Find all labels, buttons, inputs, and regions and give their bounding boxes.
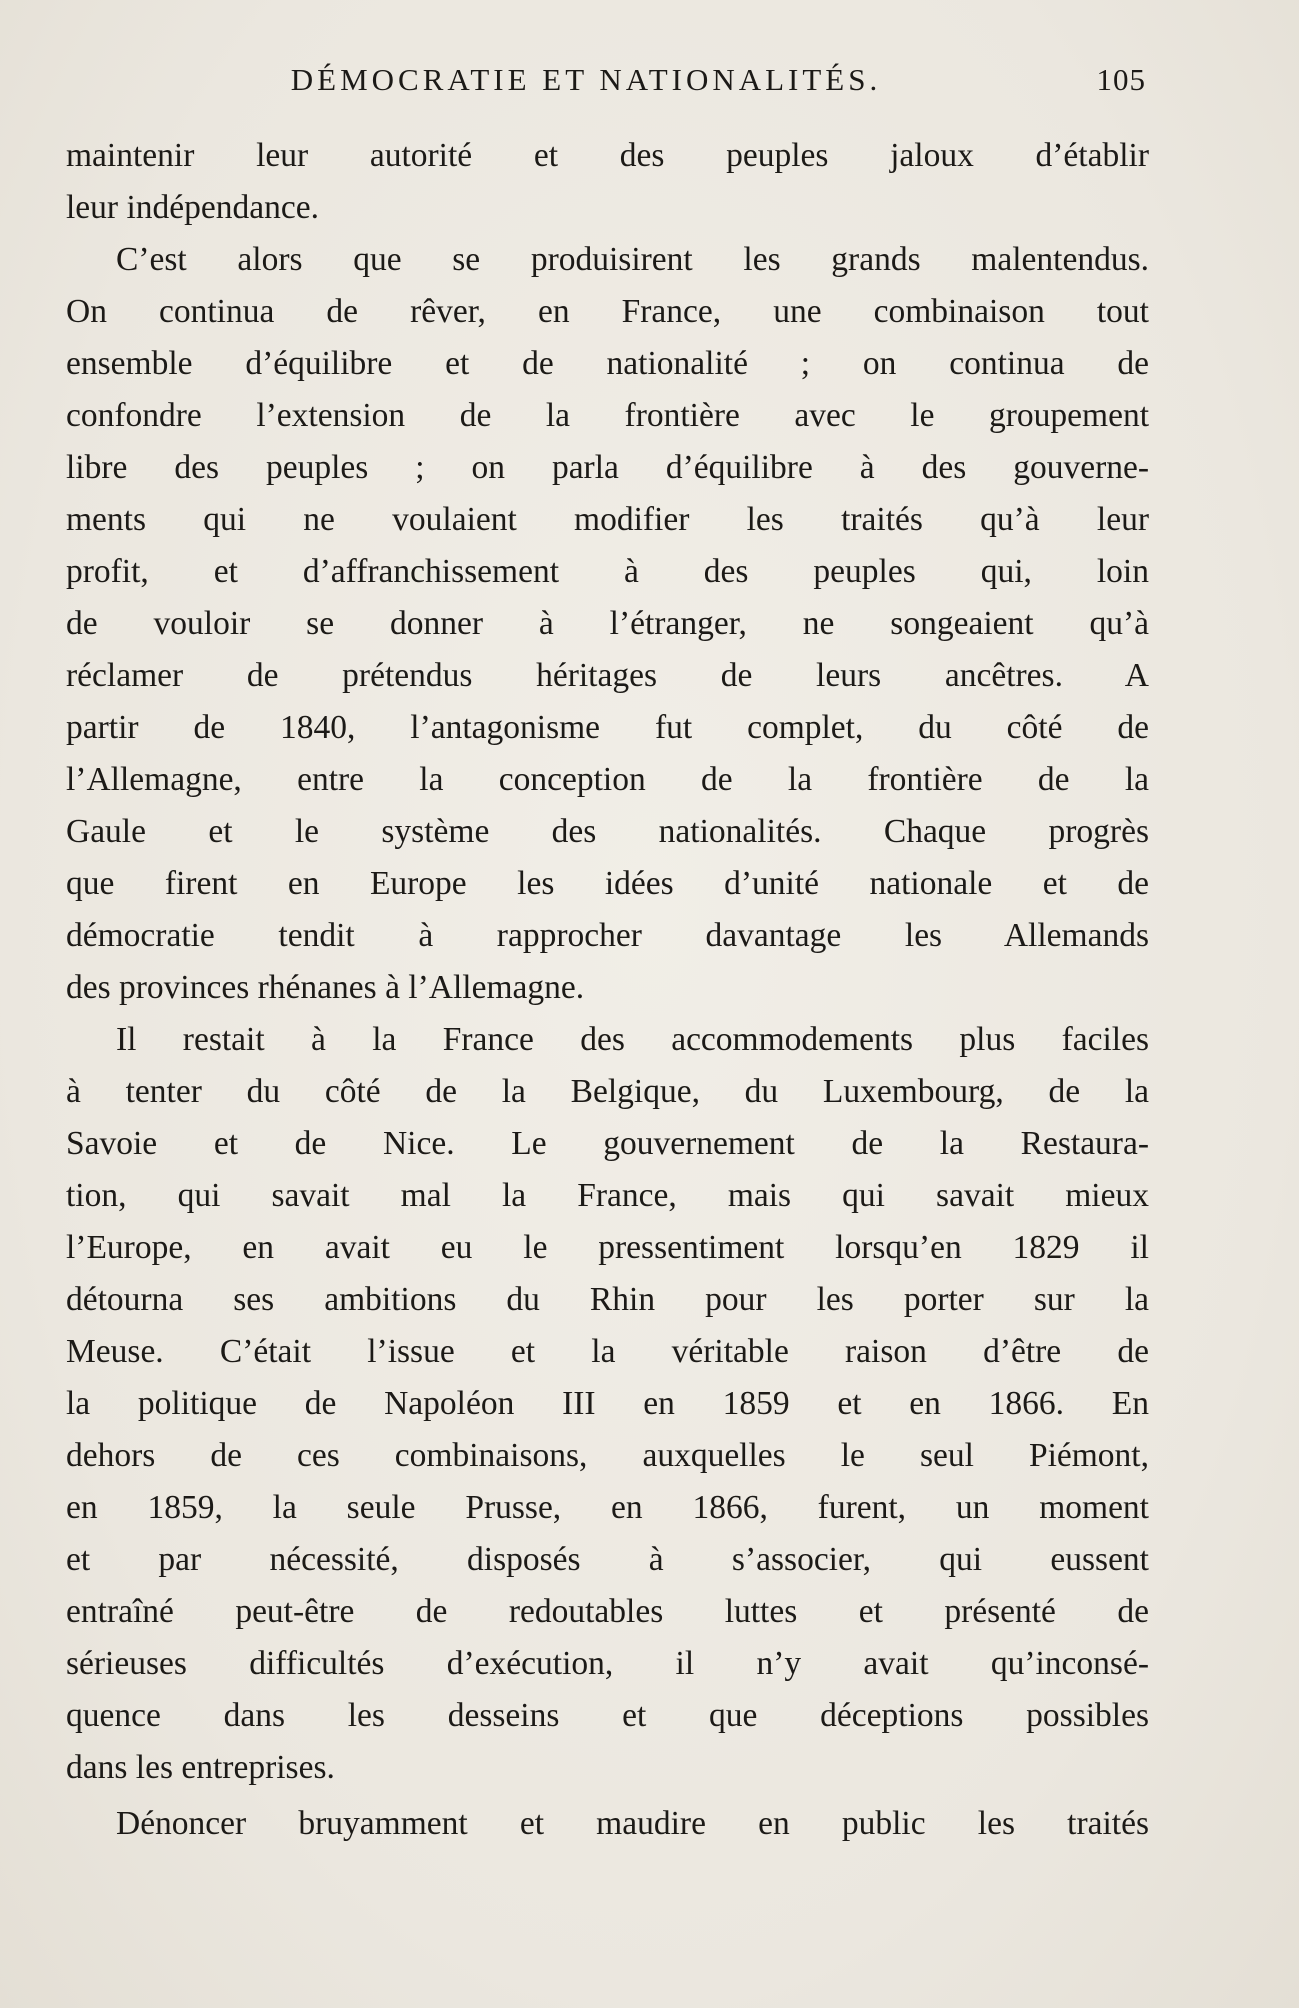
text-line: l’Allemagne, entre la conception de la frontière de la xyxy=(66,761,1149,798)
page-number: 105 xyxy=(1096,62,1146,97)
text-line: confondre l’extension de la frontière avec le groupement xyxy=(66,397,1149,434)
text-line: démocratie tendit à rapprocher davantage les Allemands xyxy=(66,917,1149,954)
text-line: maintenir leur autorité et des peuples jaloux d’établir xyxy=(66,137,1149,174)
text-line: profit, et d’affranchissement à des peuples qui, loin xyxy=(66,553,1149,590)
text-line: Savoie et de Nice. Le gouvernement de la Restaura- xyxy=(66,1125,1149,1162)
text-line: Meuse. C’était l’issue et la véritable raison d’être de xyxy=(66,1333,1149,1370)
text-line: tion, qui savait mal la France, mais qui savait mieux xyxy=(66,1177,1149,1214)
text-line: et par nécessité, disposés à s’associer, qui eussent xyxy=(66,1541,1149,1578)
text-line: de vouloir se donner à l’étranger, ne songeaient qu’à xyxy=(66,605,1149,642)
text-line: entraîné peut-être de redoutables luttes et présenté de xyxy=(66,1593,1149,1630)
text-line: partir de 1840, l’antagonisme fut complet, du côté de xyxy=(66,709,1149,746)
text-line: réclamer de prétendus héritages de leurs ancêtres. A xyxy=(66,657,1149,694)
text-line: dehors de ces combinaisons, auxquelles le seul Piémont, xyxy=(66,1437,1149,1474)
text-line: On continua de rêver, en France, une combinaison tout xyxy=(66,293,1149,330)
text-line: Il restait à la France des accommodements plus faciles xyxy=(116,1021,1149,1058)
text-line: leur indépendance. xyxy=(66,189,319,226)
text-line: des provinces rhénanes à l’Allemagne. xyxy=(66,969,585,1006)
body-text xyxy=(66,130,1149,1850)
text-line: détourna ses ambitions du Rhin pour les porter sur la xyxy=(66,1281,1149,1318)
text-line: sérieuses difficultés d’exécution, il n’y avait qu’inconsé- xyxy=(66,1645,1149,1682)
text-line: C’est alors que se produisirent les grands malentendus. xyxy=(116,241,1149,278)
text-line: quence dans les desseins et que déceptions possibles xyxy=(66,1697,1149,1734)
running-header xyxy=(66,62,1146,106)
text-line: que firent en Europe les idées d’unité nationale et de xyxy=(66,865,1149,902)
text-line: ments qui ne voulaient modifier les traités qu’à leur xyxy=(66,501,1149,538)
running-title: DÉMOCRATIE ET NATIONALITÉS. xyxy=(290,62,882,97)
text-line: libre des peuples ; on parla d’équilibre à des gouverne- xyxy=(66,449,1149,486)
text-line: en 1859, la seule Prusse, en 1866, furent, un moment xyxy=(66,1489,1149,1526)
text-line: à tenter du côté de la Belgique, du Luxembourg, de la xyxy=(66,1073,1149,1110)
text-line: Dénoncer bruyamment et maudire en public les traités xyxy=(116,1805,1149,1842)
text-line: ensemble d’équilibre et de nationalité ; on continua de xyxy=(66,345,1149,382)
text-line: la politique de Napoléon III en 1859 et en 1866. En xyxy=(66,1385,1149,1422)
text-line: Gaule et le système des nationalités. Chaque progrès xyxy=(66,813,1149,850)
text-line: l’Europe, en avait eu le pressentiment lorsqu’en 1829 il xyxy=(66,1229,1149,1266)
text-line: dans les entreprises. xyxy=(66,1749,335,1786)
